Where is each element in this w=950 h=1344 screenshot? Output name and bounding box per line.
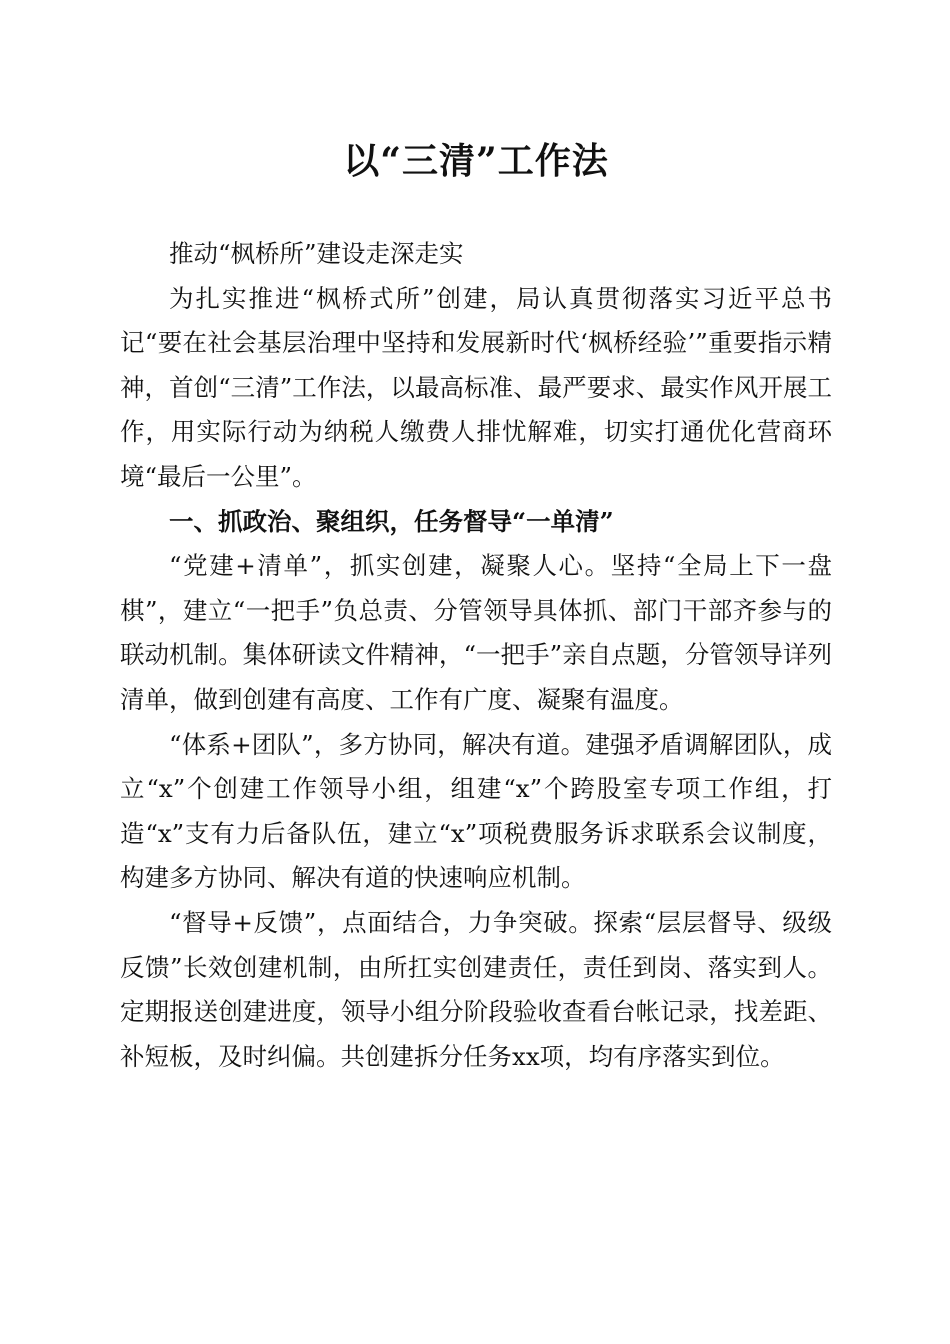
body-paragraph: “党建+清单”，抓实创建，凝聚人心。坚持“全局上下一盘棋”，建立“一把手”负总责、分管领导具体抓、部门干部齐参与的联动机制。集体研读文件精神，“一把手”亲自点题，分管领导详列清单，做到创建有高度、工作有广度、凝聚有温度。 (120, 551, 832, 714)
intro-paragraph: 为扎实推进“枫桥式所”创建，局认真贯彻落实习近平总书记“要在社会基层治理中坚持和发展新时代‘枫桥经验’”重要指示精神，首创“三清”工作法，以最高标准、最严要求、最实作风开展工作，用实际行动为纳税人缴费人排忧解难，切实打通优化营商环境“最后一公里”。 (120, 283, 832, 491)
section-heading-1: 一、抓政治、聚组织，任务督导“一单清” (169, 506, 614, 536)
body-paragraph: “体系+团队”，多方协同，解决有道。建强矛盾调解团队，成立“x”个创建工作领导小组，组建“x”个跨股室专项工作组，打造“x”支有力后备队伍，建立“x”项税费服务诉求联系会议制度，构建多方协同、解决有道的快速响应机制。 (120, 729, 832, 893)
document-body (120, 232, 832, 1079)
document-title: 以“三清”工作法 (343, 140, 609, 182)
body-paragraph: “督导+反馈”，点面结合，力争突破。探索“层层督导、级级反馈”长效创建机制，由所扛实创建责任，责任到岗、落实到人。定期报送创建进度，领导小组分阶段验收查看台帐记录，找差距、补短板，及时纠偏。共创建拆分任务xx项，均有序落实到位。 (120, 907, 832, 1071)
subtitle-paragraph: 推动“枫桥所”建设走深走实 (169, 239, 464, 268)
